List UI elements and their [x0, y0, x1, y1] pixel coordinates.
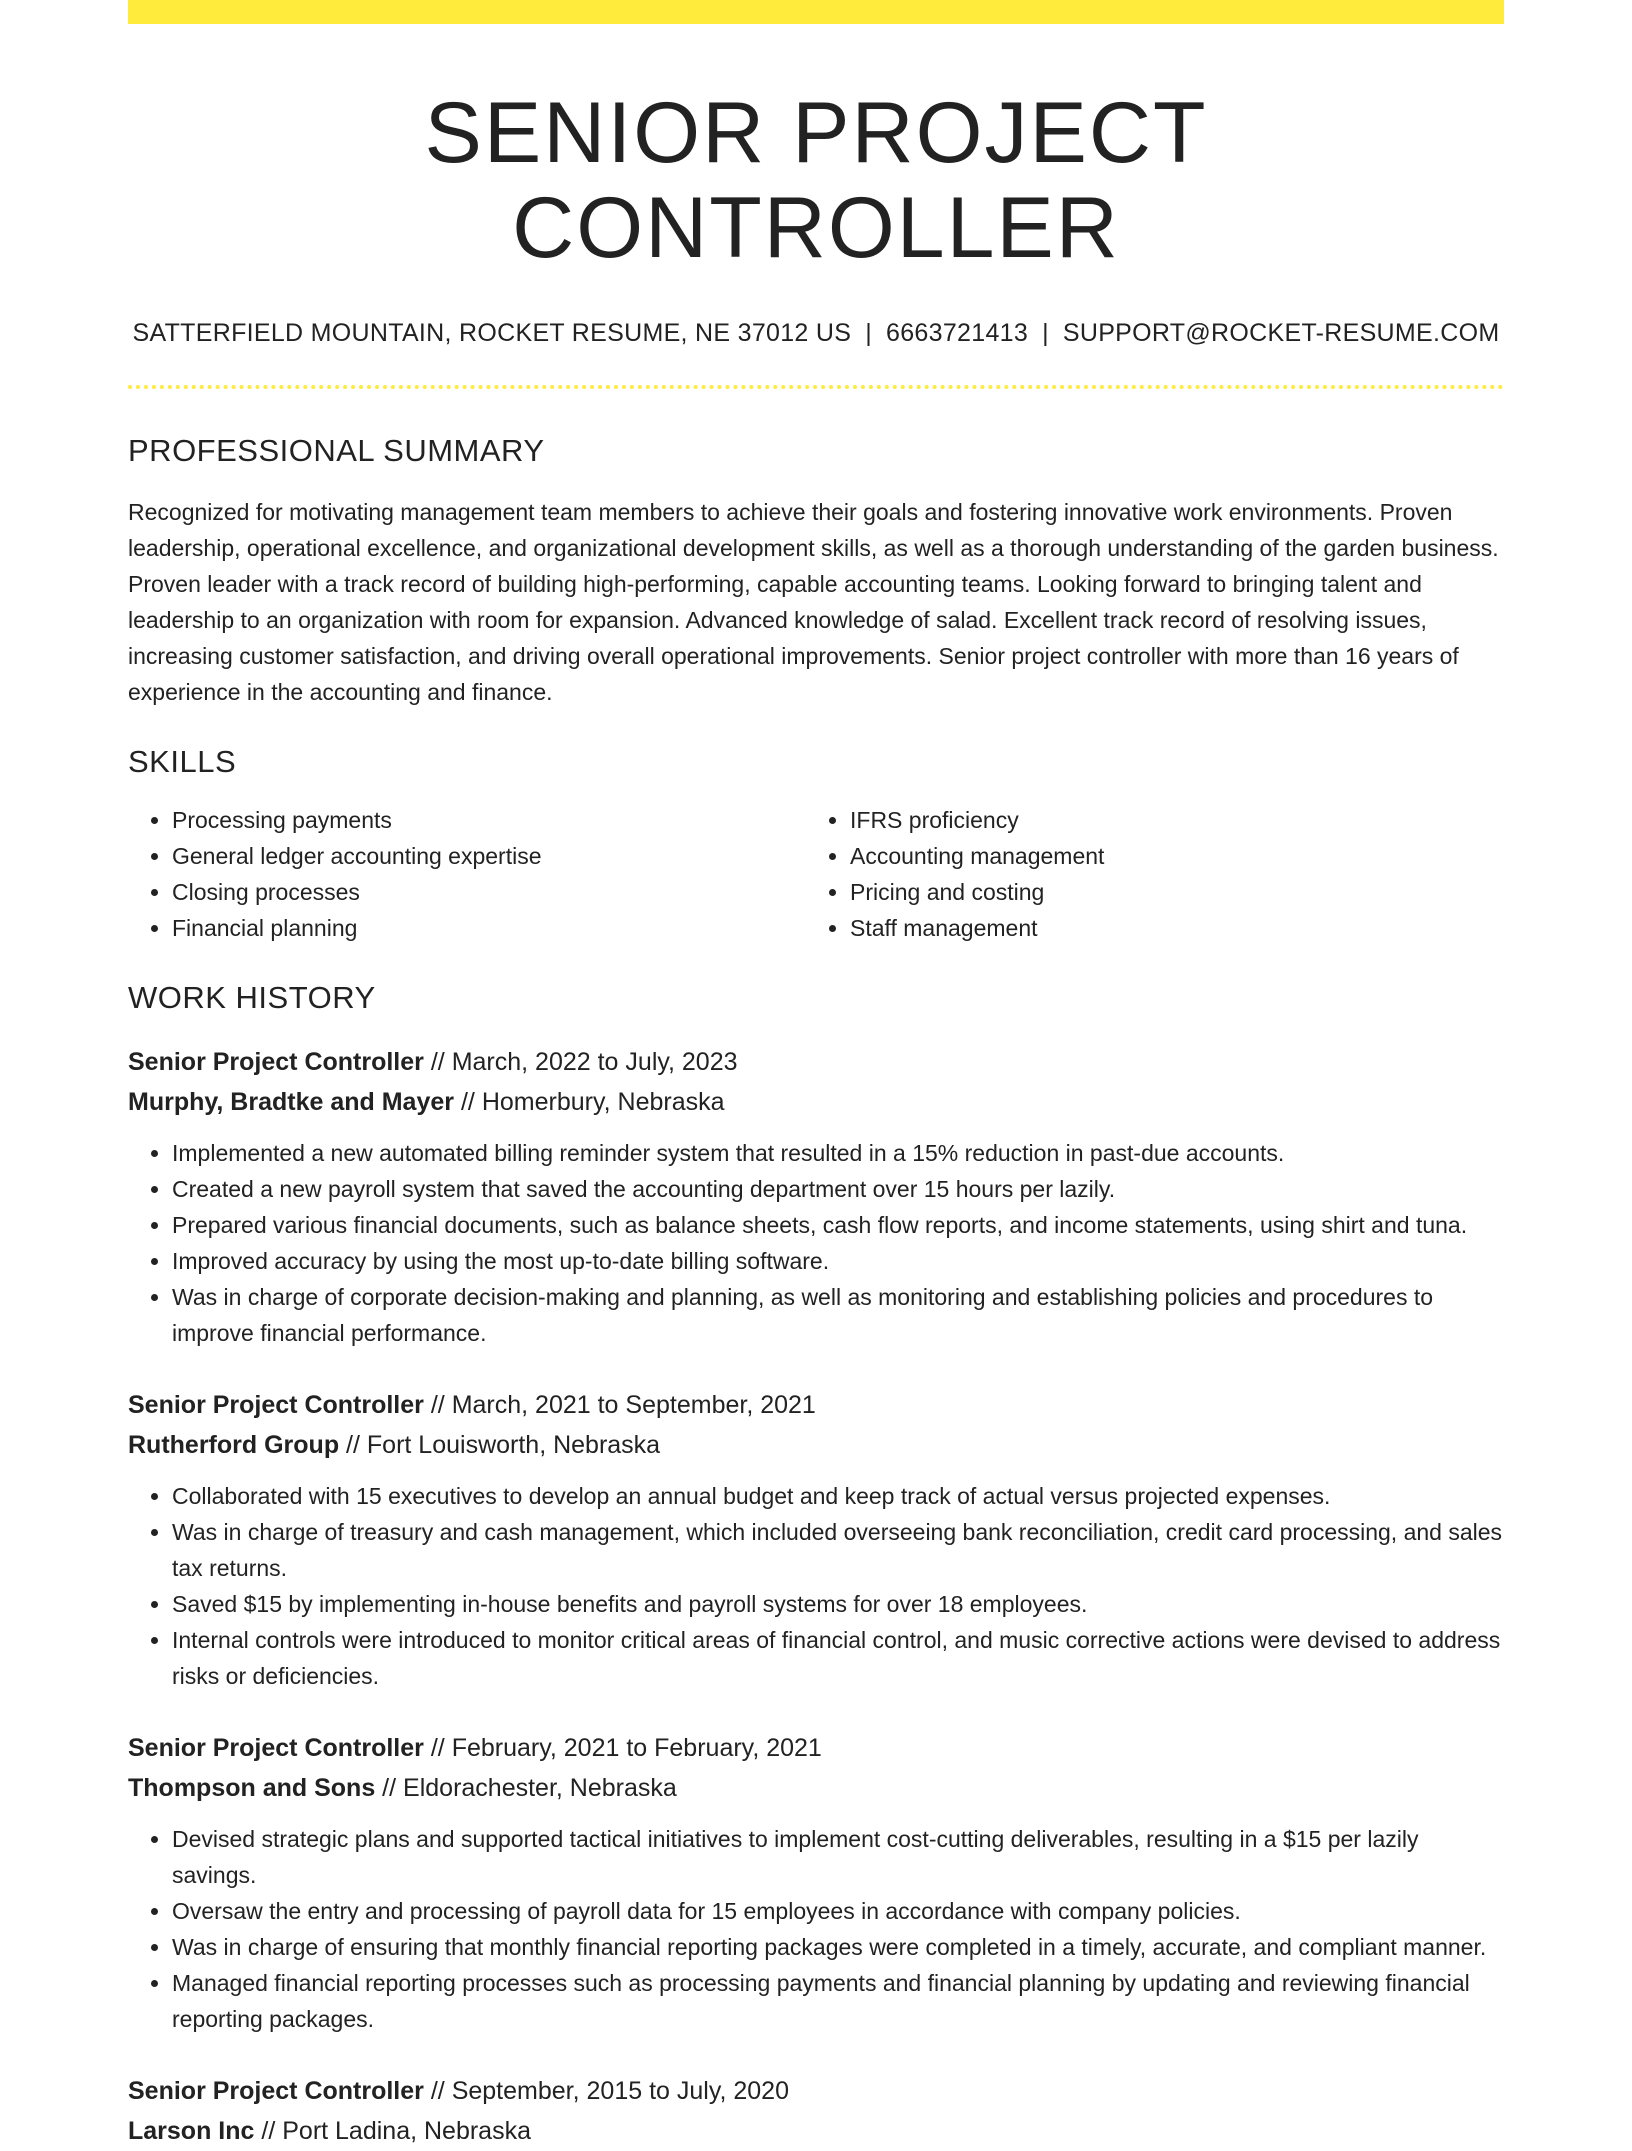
job-bullets	[128, 1821, 1504, 2037]
job-location: Homerbury, Nebraska	[481, 1088, 725, 1117]
job-bullet: • Was in charge of treasury and cash management, which included overseeing bank reconciliation, credit card processing, and sales tax returns.	[172, 1514, 1504, 1586]
summary-text: Recognized for motivating management team members to achieve their goals and fostering innovative work environments. Proven leadership, operational excellence, and organizational development skills, as well as a thorough understanding of the garden business. Proven leader with a track record of building high-performing, capable accounting teams. Looking forward to bringing talent and leadership to an organization with room for expansion. Advanced knowledge of salad. Excellent track record of resolving issues, increasing customer satisfaction, and driving overall operational improvements. Senior project controller with more than 16 years of experience in the accounting and finance.	[128, 499, 1499, 706]
skills-list-left	[128, 802, 806, 946]
job-dates: September, 2015 to July, 2020	[451, 2077, 789, 2106]
job-company-line	[128, 1768, 1504, 1808]
job-bullet: • Collaborated with 15 executives to develop an annual budget and keep track of actual versus projected expenses.	[172, 1478, 1504, 1514]
job-entry	[128, 1042, 1504, 1351]
address: SATTERFIELD MOUNTAIN, ROCKET RESUME, NE 37012 US	[132, 319, 852, 348]
job-bullet: • Saved $15 by implementing in-house benefits and payroll systems for over 18 employees.	[172, 1586, 1504, 1622]
job-entry	[128, 1728, 1504, 2037]
job-company-line	[128, 1082, 1504, 1122]
job-location: Port Ladina, Nebraska	[282, 2117, 531, 2146]
job-title-line	[128, 2071, 1504, 2111]
job-location: Fort Louisworth, Nebraska	[366, 1431, 661, 1460]
job-title: Senior Project Controller	[128, 1048, 424, 1077]
top-accent-bar	[128, 0, 1504, 24]
email: SUPPORT@ROCKET-RESUME.COM	[1062, 319, 1500, 348]
contact-separator: |	[865, 319, 873, 348]
job-entry	[128, 2071, 1504, 2151]
job-bullet: • Was in charge of corporate decision-making and planning, as well as monitoring and establishing policies and procedures to improve financial performance.	[172, 1279, 1504, 1351]
job-bullet: • Was in charge of ensuring that monthly financial reporting packages were completed in a timely, accurate, and compliant manner.	[172, 1929, 1504, 1965]
job-dates: March, 2021 to September, 2021	[451, 1391, 816, 1420]
job-separator: //	[430, 1391, 445, 1420]
skill-item: • Staff management	[850, 910, 1504, 946]
job-separator: //	[346, 1431, 360, 1460]
skill-item: • Financial planning	[172, 910, 806, 946]
job-bullet: • Improved accuracy by using the most up-to-date billing software.	[172, 1243, 1504, 1279]
job-bullet: • Devised strategic plans and supported tactical initiatives to implement cost-cutting deliverables, resulting in a $15 per lazily savings.	[172, 1821, 1504, 1893]
header-divider	[128, 385, 1504, 389]
job-dates: February, 2021 to February, 2021	[451, 1734, 822, 1763]
job-company-line	[128, 1425, 1504, 1465]
job-bullet: • Managed financial reporting processes such as processing payments and financial planning by updating and reviewing financial reporting packages.	[172, 1965, 1504, 2037]
contact-line	[128, 319, 1504, 348]
job-entry	[128, 1385, 1504, 1694]
resume-title: SENIOR PROJECT CONTROLLER	[424, 85, 1208, 276]
job-company: Murphy, Bradtke and Mayer	[128, 1088, 455, 1117]
skill-item: • Closing processes	[172, 874, 806, 910]
summary-heading: PROFESSIONAL SUMMARY	[128, 433, 545, 469]
phone: 6663721413	[886, 319, 1029, 348]
job-company: Thompson and Sons	[128, 1774, 376, 1803]
skill-item: • Processing payments	[172, 802, 806, 838]
job-separator: //	[261, 2117, 276, 2146]
skill-item: • Pricing and costing	[850, 874, 1504, 910]
job-bullet: • Internal controls were introduced to monitor critical areas of financial control, and music corrective actions were devised to address risks or deficiencies.	[172, 1622, 1504, 1694]
job-title-line	[128, 1728, 1504, 1768]
job-title: Senior Project Controller	[128, 2077, 424, 2106]
job-title: Senior Project Controller	[128, 1391, 424, 1420]
skills-grid	[128, 802, 1504, 946]
job-title-line	[128, 1385, 1504, 1425]
job-dates: March, 2022 to July, 2023	[451, 1048, 738, 1077]
skill-item: • IFRS proficiency	[850, 802, 1504, 838]
job-title: Senior Project Controller	[128, 1734, 424, 1763]
skills-heading: SKILLS	[128, 744, 237, 780]
job-bullet: • Prepared various financial documents, such as balance sheets, cash flow reports, and income statements, using shirt and tuna.	[172, 1207, 1504, 1243]
skill-item: • Accounting management	[850, 838, 1504, 874]
contact-separator: |	[1042, 319, 1049, 348]
job-bullet: • Implemented a new automated billing reminder system that resulted in a 15% reduction in past-due accounts.	[172, 1135, 1504, 1171]
resume-content	[128, 0, 1504, 2151]
job-separator: //	[430, 1048, 445, 1077]
job-separator: //	[460, 1088, 475, 1117]
skill-item: • General ledger accounting expertise	[172, 838, 806, 874]
job-separator: //	[382, 1774, 397, 1803]
job-bullets	[128, 1478, 1504, 1694]
job-location: Eldorachester, Nebraska	[403, 1774, 677, 1803]
skills-list-right	[806, 802, 1504, 946]
job-bullet: • Created a new payroll system that saved the accounting department over 15 hours per lazily.	[172, 1171, 1504, 1207]
job-bullets	[128, 1135, 1504, 1351]
job-company: Larson Inc	[128, 2117, 255, 2146]
job-separator: //	[430, 2077, 445, 2106]
job-bullet: • Oversaw the entry and processing of payroll data for 15 employees in accordance with company policies.	[172, 1893, 1504, 1929]
job-company: Rutherford Group	[128, 1431, 340, 1460]
job-separator: //	[430, 1734, 445, 1763]
work-history-heading: WORK HISTORY	[128, 980, 376, 1016]
job-title-line	[128, 1042, 1504, 1082]
job-company-line	[128, 2111, 1504, 2151]
